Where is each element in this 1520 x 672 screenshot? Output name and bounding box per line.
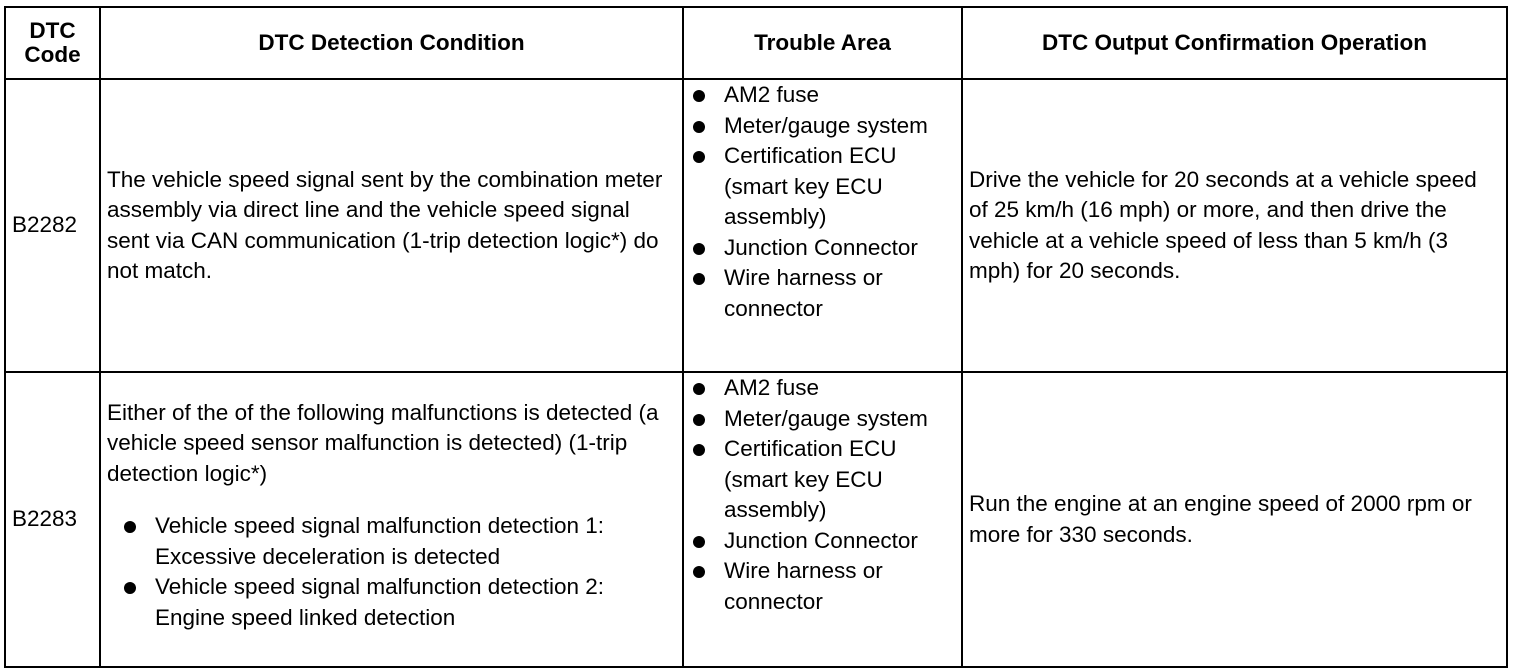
confirmation-text: Drive the vehicle for 20 seconds at a vehicle speed of 25 km/h (16 mph) or more, and then drive the vehicle at a vehicle speed of less than 5 km/h (3 mph) for 20 seconds. bbox=[969, 166, 1477, 283]
table-row bbox=[5, 79, 1507, 372]
list-item: Vehicle speed signal malfunction detection 2: Engine speed linked detection bbox=[121, 572, 676, 633]
malfunction-list bbox=[121, 511, 676, 633]
list-item: AM2 fuse bbox=[690, 80, 955, 111]
table-row bbox=[5, 372, 1507, 667]
trouble-area-cell bbox=[683, 372, 962, 667]
dtc-table bbox=[4, 6, 1508, 668]
trouble-area-list bbox=[690, 373, 955, 617]
list-item: AM2 fuse bbox=[690, 373, 955, 404]
header-code: DTC Code bbox=[5, 7, 100, 79]
list-item: Certification ECU (smart key ECU assembly) bbox=[690, 141, 955, 233]
dtc-code-cell: B2282 bbox=[5, 79, 100, 372]
list-item: Vehicle speed signal malfunction detection 1: Excessive deceleration is detected bbox=[121, 511, 676, 572]
detection-condition-text: Either of the of the following malfunctions is detected (a vehicle speed sensor malfunction is detected) (1-trip detection logic*) bbox=[107, 399, 659, 486]
list-item: Meter/gauge system bbox=[690, 404, 955, 435]
detection-condition-cell bbox=[100, 79, 683, 372]
header-row bbox=[5, 7, 1507, 79]
confirmation-text: Run the engine at an engine speed of 2000 rpm or more for 330 seconds. bbox=[969, 491, 1472, 547]
list-item: Wire harness or connector bbox=[690, 556, 955, 617]
detection-condition-cell bbox=[100, 372, 683, 667]
confirmation-cell bbox=[962, 372, 1507, 667]
detection-condition-text: The vehicle speed signal sent by the combination meter assembly via direct line and the vehicle speed signal sent via CAN communication (1-trip detection logic*) do not match. bbox=[107, 166, 663, 283]
header-confirmation: DTC Output Confirmation Operation bbox=[962, 7, 1507, 79]
header-condition: DTC Detection Condition bbox=[100, 7, 683, 79]
list-item: Wire harness or connector bbox=[690, 263, 955, 324]
dtc-code-cell: B2283 bbox=[5, 372, 100, 667]
confirmation-cell bbox=[962, 79, 1507, 372]
trouble-area-list bbox=[690, 80, 955, 324]
list-item: Junction Connector bbox=[690, 233, 955, 264]
list-item: Meter/gauge system bbox=[690, 111, 955, 142]
list-item: Junction Connector bbox=[690, 526, 955, 557]
trouble-area-cell bbox=[683, 79, 962, 372]
header-area: Trouble Area bbox=[683, 7, 962, 79]
list-item: Certification ECU (smart key ECU assembly) bbox=[690, 434, 955, 526]
